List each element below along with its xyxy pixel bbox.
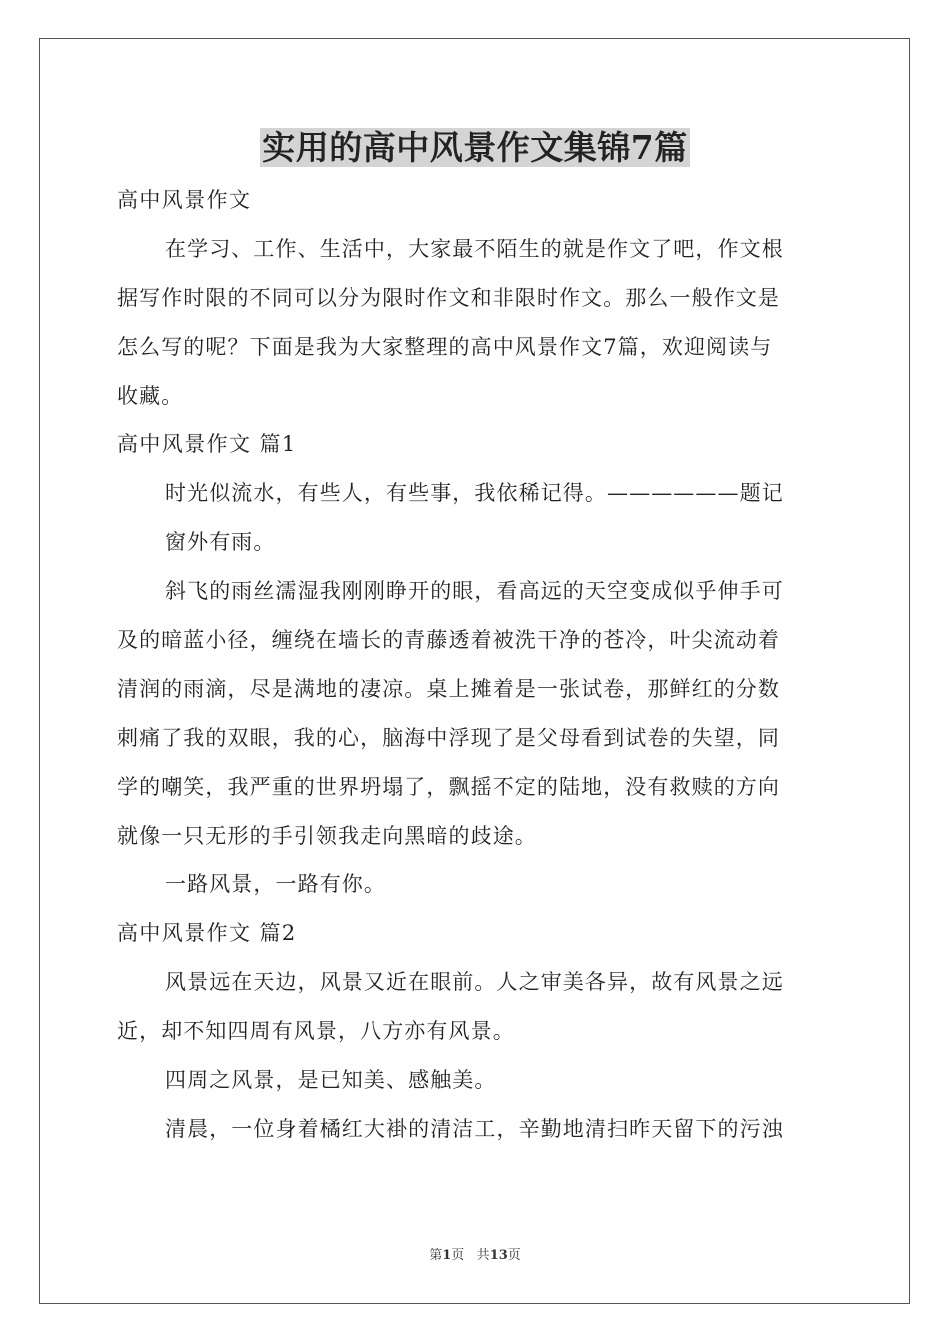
text-line: 清晨，一位身着橘红大褂的清洁工，辛勤地清扫昨天留下的污浊 (165, 1116, 784, 1141)
footer-total-pages: 13 (489, 1248, 508, 1263)
text-line: 刺痛了我的双眼，我的心，脑海中浮现了是父母看到试卷的失望，同 (117, 725, 780, 750)
text-line: 据写作时限的不同可以分为限时作文和非限时作文。那么一般作文是 (117, 285, 780, 310)
text-line: 就像一只无形的手引领我走向黑暗的歧途。 (117, 823, 537, 848)
text-line: 斜飞的雨丝濡湿我刚刚睁开的眼，看高远的天空变成似乎伸手可 (165, 579, 784, 604)
text-line: 高中风景作文 (117, 188, 252, 212)
text-line: 怎么写的呢？下面是我为大家整理的高中风景作文7篇，欢迎阅读与 (117, 334, 773, 359)
page-footer (0, 1248, 950, 1264)
text-line: 及的暗蓝小径，缠绕在墙长的青藤透着被洗干净的苍冷，叶尖流动着 (117, 628, 780, 653)
footer-page-number: 1 (442, 1248, 452, 1263)
text-line: 四周之风景，是已知美、感触美。 (165, 1068, 497, 1093)
footer-total-prefix: 共 (476, 1248, 490, 1263)
text-line: 高中风景作文 篇1 (117, 432, 297, 457)
footer-page-suffix: 页 (451, 1248, 465, 1263)
text-line: 风景远在天边，风景又近在眼前。人之审美各异，故有风景之远 (165, 970, 784, 995)
text-line: 收藏。 (117, 383, 184, 408)
text-line: 在学习、工作、生活中，大家最不陌生的就是作文了吧，作文根 (165, 236, 784, 261)
text-line: 学的嘲笑，我严重的世界坍塌了，飘摇不定的陆地，没有救赎的方向 (117, 774, 780, 799)
document-title (0, 126, 950, 170)
text-line: 高中风景作文 篇2 (117, 921, 297, 946)
text-line: 窗外有雨。 (165, 530, 276, 555)
text-line: 时光似流水，有些人，有些事，我依稀记得。——————题记 (165, 481, 784, 506)
footer-total-suffix: 页 (507, 1248, 521, 1263)
document-title-text: 实用的高中风景作文集锦7篇 (262, 128, 688, 167)
footer-prefix: 第 (429, 1248, 443, 1263)
document-body (117, 176, 837, 1154)
text-line: 一路风景，一路有你。 (165, 872, 386, 897)
text-line: 近，却不知四周有风景，八方亦有风景。 (117, 1019, 515, 1044)
text-line: 清润的雨滴，尽是满地的凄凉。桌上摊着是一张试卷，那鲜红的分数 (117, 676, 780, 701)
